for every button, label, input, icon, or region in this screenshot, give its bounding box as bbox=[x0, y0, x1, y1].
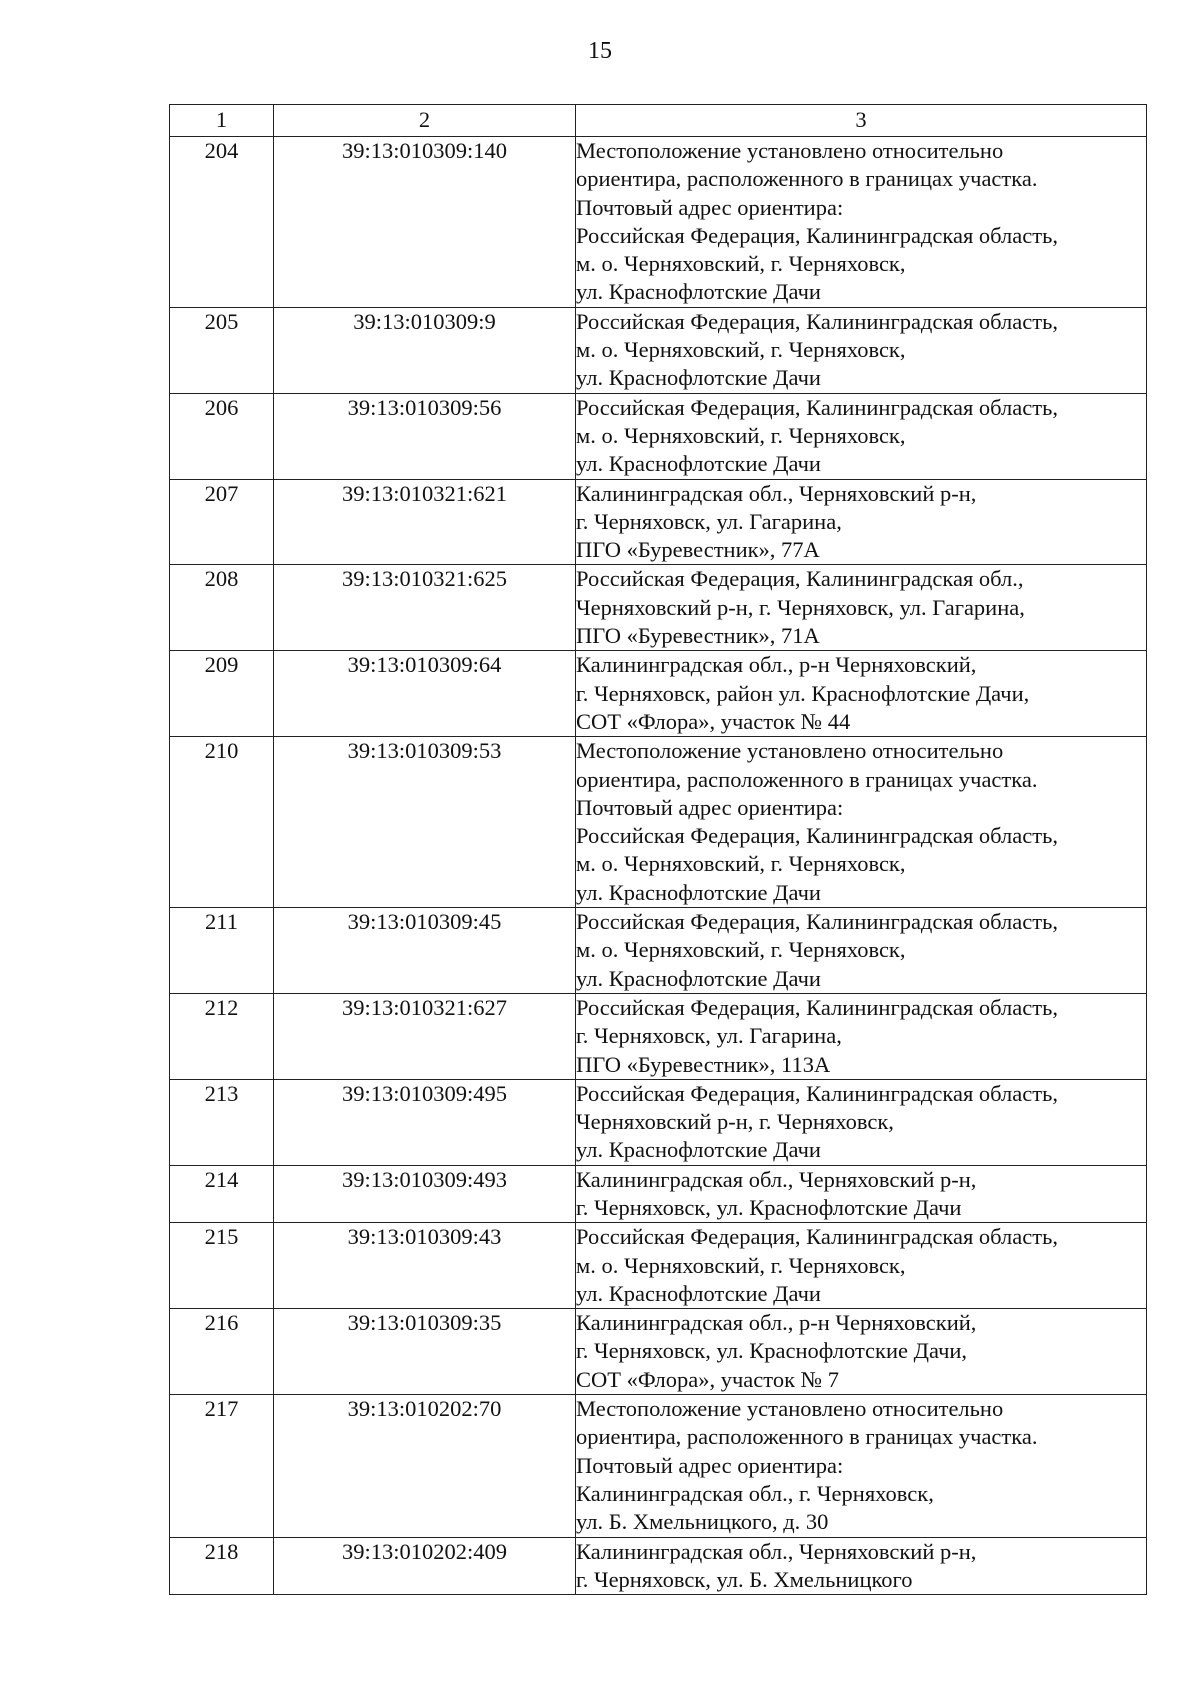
table-row bbox=[170, 1223, 1147, 1309]
address-line: ориентира, расположенного в границах участка. bbox=[576, 766, 1038, 792]
column-header-address: 3 bbox=[576, 105, 1147, 137]
address-line: Почтовый адрес ориентира: bbox=[576, 1452, 844, 1478]
address-line: г. Черняховск, район ул. Краснофлотские Дачи, bbox=[576, 680, 1030, 706]
table-row bbox=[170, 479, 1147, 565]
row-number-cell: 207 bbox=[170, 479, 274, 565]
address-line: Калининградская обл., р-н Черняховский, bbox=[576, 652, 977, 678]
address-line: ул. Краснофлотские Дачи bbox=[576, 365, 821, 391]
address-line: м. о. Черняховский, г. Черняховск, bbox=[576, 251, 906, 277]
column-header-number: 1 bbox=[170, 105, 274, 137]
table-header-row bbox=[170, 105, 1147, 137]
address-line: ПГО «Буревестник», 113А bbox=[576, 1051, 831, 1077]
address-line: ул. Б. Хмельницкого, д. 30 bbox=[576, 1509, 829, 1535]
address-line: г. Черняховск, ул. Б. Хмельницкого bbox=[576, 1566, 913, 1592]
address-cell bbox=[576, 908, 1147, 994]
address-cell bbox=[576, 137, 1147, 308]
address-line: м. о. Черняховский, г. Черняховск, bbox=[576, 1252, 906, 1278]
address-line: м. о. Черняховский, г. Черняховск, bbox=[576, 422, 906, 448]
address-line: Местоположение установлено относительно bbox=[576, 738, 1004, 764]
address-cell bbox=[576, 1537, 1147, 1595]
row-number-cell: 212 bbox=[170, 993, 274, 1079]
row-number-cell: 209 bbox=[170, 651, 274, 737]
address-cell bbox=[576, 1309, 1147, 1395]
table-row bbox=[170, 651, 1147, 737]
table-row bbox=[170, 1079, 1147, 1165]
cadastral-number-cell: 39:13:010321:627 bbox=[274, 993, 576, 1079]
cadastral-number-cell: 39:13:010309:64 bbox=[274, 651, 576, 737]
address-line: ориентира, расположенного в границах участка. bbox=[576, 166, 1038, 192]
row-number-cell: 218 bbox=[170, 1537, 274, 1595]
table-row bbox=[170, 1395, 1147, 1537]
cadastral-number-cell: 39:13:010321:621 bbox=[274, 479, 576, 565]
cadastral-number-cell: 39:13:010309:35 bbox=[274, 1309, 576, 1395]
address-line: Калининградская обл., г. Черняховск, bbox=[576, 1480, 934, 1506]
address-line: м. о. Черняховский, г. Черняховск, bbox=[576, 937, 906, 963]
address-cell bbox=[576, 1223, 1147, 1309]
address-line: ПГО «Буревестник», 77А bbox=[576, 537, 820, 563]
table-row bbox=[170, 908, 1147, 994]
address-line: Российская Федерация, Калининградская область, bbox=[576, 308, 1058, 334]
address-line: Российская Федерация, Калининградская обл., bbox=[576, 566, 1024, 592]
address-line: г. Черняховск, ул. Краснофлотские Дачи, bbox=[576, 1338, 968, 1364]
address-cell bbox=[576, 737, 1147, 908]
address-line: Местоположение установлено относительно bbox=[576, 1396, 1004, 1422]
address-line: г. Черняховск, ул. Гагарина, bbox=[576, 1023, 842, 1049]
address-line: Российская Федерация, Калининградская область, bbox=[576, 1224, 1058, 1250]
table-row bbox=[170, 1537, 1147, 1595]
address-cell bbox=[576, 479, 1147, 565]
row-number-cell: 208 bbox=[170, 565, 274, 651]
address-cell bbox=[576, 1395, 1147, 1537]
address-line: Местоположение установлено относительно bbox=[576, 138, 1004, 163]
address-line: г. Черняховск, ул. Гагарина, bbox=[576, 508, 842, 534]
cadastral-number-cell: 39:13:010309:53 bbox=[274, 737, 576, 908]
address-cell bbox=[576, 307, 1147, 393]
address-line: Калининградская обл., р-н Черняховский, bbox=[576, 1310, 977, 1336]
address-cell bbox=[576, 1079, 1147, 1165]
address-line: Почтовый адрес ориентира: bbox=[576, 794, 844, 820]
address-line: СОТ «Флора», участок № 44 bbox=[576, 708, 851, 734]
cadastral-number-cell: 39:13:010309:45 bbox=[274, 908, 576, 994]
cadastral-number-cell: 39:13:010309:56 bbox=[274, 393, 576, 479]
address-line: м. о. Черняховский, г. Черняховск, bbox=[576, 851, 906, 877]
address-line: Черняховский р-н, г. Черняховск, bbox=[576, 1109, 894, 1135]
address-cell bbox=[576, 565, 1147, 651]
table-row bbox=[170, 393, 1147, 479]
address-line: Российская Федерация, Калининградская область, bbox=[576, 994, 1058, 1020]
row-number-cell: 204 bbox=[170, 137, 274, 308]
cadastral-number-cell: 39:13:010309:43 bbox=[274, 1223, 576, 1309]
address-line: Калининградская обл., Черняховский р-н, bbox=[576, 1166, 977, 1192]
address-cell bbox=[576, 651, 1147, 737]
row-number-cell: 211 bbox=[170, 908, 274, 994]
address-line: Российская Федерация, Калининградская область, bbox=[576, 1080, 1058, 1106]
column-header-cadastral: 2 bbox=[274, 105, 576, 137]
row-number-cell: 206 bbox=[170, 393, 274, 479]
address-line: ул. Краснофлотские Дачи bbox=[576, 879, 821, 905]
address-line: ул. Краснофлотские Дачи bbox=[576, 965, 821, 991]
address-line: ориентира, расположенного в границах участка. bbox=[576, 1424, 1038, 1450]
address-line: Калининградская обл., Черняховский р-н, bbox=[576, 1538, 977, 1564]
address-cell bbox=[576, 993, 1147, 1079]
address-line: Российская Федерация, Калининградская область, bbox=[576, 394, 1058, 420]
row-number-cell: 214 bbox=[170, 1165, 274, 1223]
address-line: ПГО «Буревестник», 71А bbox=[576, 623, 820, 649]
row-number-cell: 205 bbox=[170, 307, 274, 393]
address-line: Калининградская обл., Черняховский р-н, bbox=[576, 480, 977, 506]
address-cell bbox=[576, 393, 1147, 479]
address-cell bbox=[576, 1165, 1147, 1223]
cadastral-number-cell: 39:13:010202:409 bbox=[274, 1537, 576, 1595]
table-row bbox=[170, 1309, 1147, 1395]
table-body bbox=[170, 137, 1147, 1595]
cadastral-number-cell: 39:13:010321:625 bbox=[274, 565, 576, 651]
row-number-cell: 217 bbox=[170, 1395, 274, 1537]
table-row bbox=[170, 993, 1147, 1079]
address-line: Российская Федерация, Калининградская область, bbox=[576, 909, 1058, 935]
cadastral-number-cell: 39:13:010309:493 bbox=[274, 1165, 576, 1223]
address-line: Черняховский р-н, г. Черняховск, ул. Гагарина, bbox=[576, 594, 1025, 620]
table-row bbox=[170, 737, 1147, 908]
page-number: 15 bbox=[588, 38, 612, 64]
address-line: ул. Краснофлотские Дачи bbox=[576, 279, 821, 305]
address-line: Российская Федерация, Калининградская область, bbox=[576, 823, 1058, 849]
row-number-cell: 216 bbox=[170, 1309, 274, 1395]
row-number-cell: 213 bbox=[170, 1079, 274, 1165]
address-line: ул. Краснофлотские Дачи bbox=[576, 1137, 821, 1163]
land-plots-table bbox=[169, 104, 1147, 1595]
table-row bbox=[170, 565, 1147, 651]
cadastral-number-cell: 39:13:010309:495 bbox=[274, 1079, 576, 1165]
cadastral-number-cell: 39:13:010309:140 bbox=[274, 137, 576, 308]
address-line: Российская Федерация, Калининградская область, bbox=[576, 222, 1058, 248]
table-row bbox=[170, 1165, 1147, 1223]
address-line: г. Черняховск, ул. Краснофлотские Дачи bbox=[576, 1194, 962, 1220]
address-line: м. о. Черняховский, г. Черняховск, bbox=[576, 337, 906, 363]
address-line: ул. Краснофлотские Дачи bbox=[576, 1280, 821, 1306]
cadastral-number-cell: 39:13:010202:70 bbox=[274, 1395, 576, 1537]
address-line: СОТ «Флора», участок № 7 bbox=[576, 1366, 839, 1392]
table-row bbox=[170, 307, 1147, 393]
address-line: ул. Краснофлотские Дачи bbox=[576, 451, 821, 477]
address-line: Почтовый адрес ориентира: bbox=[576, 194, 844, 220]
row-number-cell: 215 bbox=[170, 1223, 274, 1309]
table-row bbox=[170, 137, 1147, 308]
row-number-cell: 210 bbox=[170, 737, 274, 908]
cadastral-number-cell: 39:13:010309:9 bbox=[274, 307, 576, 393]
